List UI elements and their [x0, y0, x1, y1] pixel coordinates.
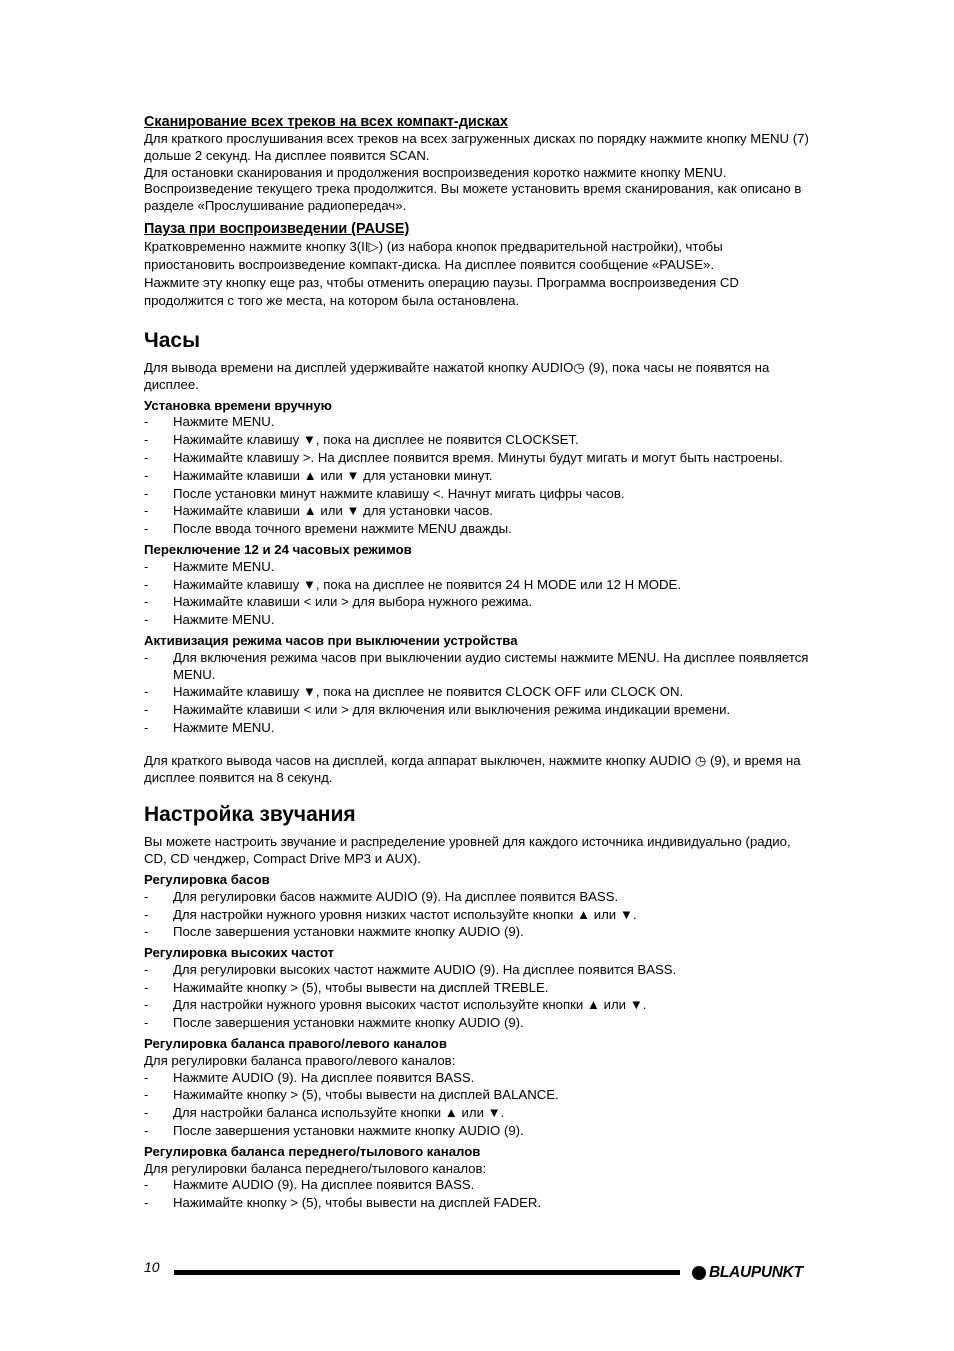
sound-intro: Вы можете настроить звучание и распределение уровней для каждого источника индивидуально (радио, CD, CD ченджер, Compact Drive MP3 и AUX). — [144, 834, 791, 867]
pause-line-1: Кратковременно нажмите кнопку 3(II▷) (из набора кнопок предварительной настройки), чтобы — [144, 238, 723, 254]
scan-paragraph-2: Для остановки сканирования и продолжения воспроизведения коротко нажмите кнопку MENU. Воспроизведение текущего трека продолжится. Вы можете установить время сканирования, как описано в разделе «Прослушивание радиопередач». — [144, 164, 802, 214]
balance-title: Регулировка баланса правого/левого каналов — [144, 1036, 447, 1052]
list-item: - Нажмите MENU. — [144, 559, 814, 576]
treble-title: Регулировка высоких частот — [144, 945, 335, 961]
treble-list — [144, 962, 814, 1032]
logo-dot-icon — [692, 1266, 706, 1280]
list-item: - Для настройки нужного уровня низких частот используйте кнопки ▲ или ▼. — [144, 907, 814, 924]
footer-rule — [174, 1270, 680, 1275]
section-pause-title: Пауза при воспроизведении (PAUSE) — [144, 220, 410, 237]
mode-list — [144, 559, 814, 629]
pause-line-2: приостановить воспроизведение компакт-диска. На дисплее появится сообщение «PAUSE». — [144, 256, 714, 272]
clock-off-title: Активизация режима часов при выключении устройства — [144, 632, 518, 648]
clock-off-note: Для краткого вывода часов на дисплей, когда аппарат выключен, нажмите кнопку AUDIO ◷ (9), и время на дисплее появится на 8 секунд. — [144, 752, 801, 785]
list-item: - Нажимайте клавишу ▼, пока на дисплее не появится CLOCKSET. — [144, 432, 814, 449]
bass-list — [144, 889, 814, 941]
list-item: - Нажимайте кнопку > (5), чтобы вывести на дисплей TREBLE. — [144, 980, 814, 997]
page-content — [144, 114, 814, 1213]
list-item: - Нажимайте клавиши < или > для выбора нужного режима. — [144, 594, 814, 611]
section-scan-title: Сканирование всех треков на всех компакт-дисках — [144, 114, 508, 130]
list-item: - Нажимайте клавишу >. На дисплее появится время. Минуты будут мигать и могут быть настроены. — [144, 450, 814, 467]
balance-intro: Для регулировки баланса правого/левого каналов: — [144, 1052, 456, 1068]
list-item: - Нажмите MENU. — [144, 720, 814, 737]
list-item: - Нажимайте клавишу ▼, пока на дисплее не появится CLOCK OFF или CLOCK ON. — [144, 684, 814, 701]
list-item: - Нажимайте кнопку > (5), чтобы вывести на дисплей BALANCE. — [144, 1087, 814, 1104]
sound-heading: Настройка звучания — [144, 803, 356, 827]
list-item: - После ввода точного времени нажмите MENU дважды. — [144, 521, 814, 538]
list-item: - Для включения режима часов при выключении аудио системы нажмите MENU. На дисплее появляется MENU. — [144, 650, 814, 684]
list-item: - После установки минут нажмите клавишу <. Начнут мигать цифры часов. — [144, 486, 814, 503]
fader-intro: Для регулировки баланса переднего/тылового каналов: — [144, 1160, 487, 1176]
list-item: - Нажимайте клавиши < или > для включения или выключения режима индикации времени. — [144, 702, 814, 719]
list-item: - Нажмите MENU. — [144, 414, 814, 431]
list-item: - Нажмите AUDIO (9). На дисплее появится BASS. — [144, 1070, 814, 1087]
balance-list — [144, 1070, 814, 1140]
clock-heading: Часы — [144, 328, 201, 352]
list-item: - Для регулировки басов нажмите AUDIO (9). На дисплее появится BASS. — [144, 889, 814, 906]
clock-intro: Для вывода времени на дисплей удерживайте нажатой кнопку AUDIO◷ (9), пока часы не появятся на дисплее. — [144, 359, 770, 392]
brand-name: BLAUPUNKT — [709, 1264, 803, 1281]
list-item: - Для регулировки высоких частот нажмите AUDIO (9). На дисплее появится BASS. — [144, 962, 814, 979]
list-item: - Для настройки нужного уровня высоких частот используйте кнопки ▲ или ▼. — [144, 997, 814, 1014]
clock-off-list — [144, 650, 814, 737]
manual-set-list — [144, 414, 814, 538]
manual-set-title: Установка времени вручную — [144, 397, 332, 413]
mode-title: Переключение 12 и 24 часовых режимов — [144, 541, 412, 557]
list-item: - После завершения установки нажмите кнопку AUDIO (9). — [144, 1015, 814, 1032]
fader-title: Регулировка баланса переднего/тылового каналов — [144, 1143, 481, 1159]
list-item: - Нажимайте кнопку > (5), чтобы вывести на дисплей FADER. — [144, 1195, 814, 1212]
list-item: - Нажмите AUDIO (9). На дисплее появится BASS. — [144, 1177, 814, 1194]
list-item: - Нажимайте клавиши ▲ или ▼ для установки минут. — [144, 468, 814, 485]
list-item: - После завершения установки нажмите кнопку AUDIO (9). — [144, 1123, 814, 1140]
bass-title: Регулировка басов — [144, 871, 270, 887]
fader-list — [144, 1177, 814, 1212]
scan-paragraph-1: Для краткого прослушивания всех треков на всех загруженных дисках по порядку нажмите кнопку MENU (7) дольше 2 секунд. На дисплее появится SCAN. — [144, 131, 809, 163]
list-item: - После завершения установки нажмите кнопку AUDIO (9). — [144, 924, 814, 941]
list-item: - Нажмите MENU. — [144, 612, 814, 629]
list-item: - Нажимайте клавиши ▲ или ▼ для установки часов. — [144, 503, 814, 520]
pause-line-3: Нажмите эту кнопку еще раз, чтобы отменить операцию паузы. Программа воспроизведения CD продолжится с того же места, на котором была остановлена. — [144, 274, 739, 308]
list-item: - Нажимайте клавишу ▼, пока на дисплее не появится 24 H MODE или 12 H MODE. — [144, 577, 814, 594]
brand-logo — [692, 1264, 803, 1282]
page-number: 10 — [144, 1259, 160, 1275]
list-item: - Для настройки баланса используйте кнопки ▲ или ▼. — [144, 1105, 814, 1122]
